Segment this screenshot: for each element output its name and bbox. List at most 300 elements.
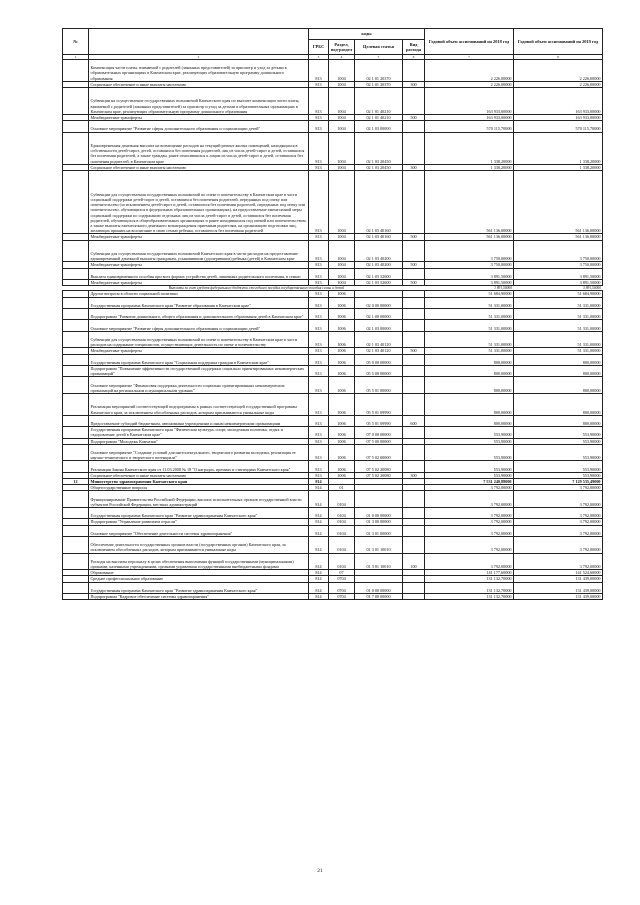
cell-b: 800,00000: [514, 393, 603, 415]
cell-cs: 02 1 03 40120: [355, 348, 403, 354]
cell-cs: 05 5 01 09990: [355, 393, 403, 415]
table-row: [63, 297, 603, 308]
cell-a: 3 792,00000: [425, 525, 514, 536]
cell-no: [63, 268, 89, 279]
note-value-a: 3 891,50000: [494, 286, 513, 291]
cell-no: [63, 297, 89, 308]
col-razdel-header: Раздел, под-раздел: [329, 40, 355, 55]
table-row: [63, 240, 603, 262]
cell-cs: 01 3 01 10010: [355, 536, 403, 553]
cell-rz: 1004: [329, 121, 355, 132]
table-row: [63, 582, 603, 593]
cell-b: 1 338,20000: [514, 164, 603, 170]
budget-table: [62, 28, 603, 600]
cell-rz: 1004: [329, 262, 355, 268]
cell-no: [63, 444, 89, 461]
cell-grbs: 813: [309, 297, 329, 308]
cell-cs: 02 1 03 20450: [355, 164, 403, 170]
cell-cs: 01 3 00 00000: [355, 519, 403, 525]
cell-a: 3 792,00000: [425, 536, 514, 553]
cell-vr: [403, 121, 425, 132]
cell-grbs: 813: [309, 444, 329, 461]
cell-rz: 07: [329, 570, 355, 576]
cell-rz: 1006: [329, 354, 355, 365]
table-row: [63, 60, 603, 82]
cell-no: [63, 415, 89, 426]
cell-grbs: 813: [309, 365, 329, 376]
cell-cs: 07 5 02 20080: [355, 461, 403, 472]
cell-rz: 1006: [329, 348, 355, 354]
cell-rz: 0104: [329, 553, 355, 570]
col-grbs-header: ГРБС: [309, 40, 329, 55]
cell-name: Подпрограмма "Развитие дошкольного, общего образования и дополнительного образования детей в Камчатском крае": [89, 308, 309, 319]
cell-name: Субвенции для осуществления государственных полномочий Камчатского края в части расходов на предоставление единовременной денежной выплаты гражданам, усыновившим (удочерившим) ребенка (детей) в Камчатском крае: [89, 240, 309, 262]
cell-b: 51 331,00000: [514, 331, 603, 348]
cell-cs: 02 1 03 40200: [355, 240, 403, 262]
cell-a: 3 750,00000: [425, 240, 514, 262]
cell-no: [63, 365, 89, 376]
cell-rz: 1004: [329, 88, 355, 115]
cell-name: Межбюджетные трансферты: [89, 279, 309, 285]
cell-vr: [403, 525, 425, 536]
cell-b: 3 792,00000: [514, 525, 603, 536]
cell-rz: 1006: [329, 377, 355, 394]
cell-grbs: 813: [309, 331, 329, 348]
cell-rz: 1004: [329, 81, 355, 87]
cell-no: [63, 170, 89, 233]
table-row: [63, 377, 603, 394]
cell-b: 570 115,70000: [514, 121, 603, 132]
cell-grbs: 813: [309, 88, 329, 115]
cell-grbs: 814: [309, 553, 329, 570]
cell-no: [63, 132, 89, 164]
table-row: [63, 132, 603, 164]
cell-b: 800,00000: [514, 377, 603, 394]
cell-a: 3 792,00000: [425, 491, 514, 508]
index-cell: 5: [355, 55, 403, 60]
cell-rz: 1006: [329, 415, 355, 426]
cell-b: 553,90000: [514, 472, 603, 478]
cell-grbs: 813: [309, 291, 329, 297]
cell-name: Образование: [89, 570, 309, 576]
cell-vr: 500: [403, 115, 425, 121]
cell-name: Межбюджетные трансферты: [89, 115, 309, 121]
cell-rz: 0704: [329, 576, 355, 582]
cell-a: 800,00000: [425, 365, 514, 376]
cell-vr: [403, 88, 425, 115]
cell-no: [63, 536, 89, 553]
cell-grbs: 813: [309, 170, 329, 233]
cell-a: 2 226,00000: [425, 81, 514, 87]
cell-no: [63, 88, 89, 115]
cell-a: 2 226,00000: [425, 60, 514, 82]
cell-cs: 02 1 03 40120: [355, 331, 403, 348]
cell-cs: 07 0 00 00000: [355, 427, 403, 438]
cell-cs: 07 5 02 20080: [355, 472, 403, 478]
cell-b: 3 792,00000: [514, 485, 603, 491]
cell-cs: [355, 491, 403, 508]
table-row: [63, 461, 603, 472]
cell-b: 3 792,00000: [514, 507, 603, 518]
table-row: [63, 507, 603, 518]
cell-grbs: 814: [309, 478, 329, 484]
cell-rz: 1004: [329, 164, 355, 170]
cell-a: 3 891,50000: [425, 268, 514, 279]
cell-cs: 02 1 03 52600: [355, 268, 403, 279]
cell-grbs: 813: [309, 354, 329, 365]
cell-a: 7 531 240,88000: [425, 478, 514, 484]
cell-a: 800,00000: [425, 377, 514, 394]
cell-cs: 02 1 03 00000: [355, 320, 403, 331]
table-body: [63, 60, 603, 600]
cell-vr: [403, 132, 425, 164]
table-row: [63, 491, 603, 508]
cell-no: [63, 427, 89, 438]
col-2018-header: Годовой объем ассигнований на 2018 год: [425, 29, 514, 55]
cell-vr: 500: [403, 262, 425, 268]
cell-grbs: 814: [309, 507, 329, 518]
table-row: [63, 536, 603, 553]
cell-name: Социальное обеспечение и иные выплаты населению: [89, 472, 309, 478]
cell-b: 163 933,00000: [514, 88, 603, 115]
cell-vr: [403, 427, 425, 438]
cell-b: 800,00000: [514, 415, 603, 426]
cell-b: 3 891,50000: [514, 279, 603, 285]
cell-grbs: 813: [309, 348, 329, 354]
table-row: [63, 331, 603, 348]
cell-cs: 02 1 03 20450: [355, 132, 403, 164]
cell-grbs: 813: [309, 121, 329, 132]
col-csr-header: Целевая статья: [355, 40, 403, 55]
cell-b: 131 439,00000: [514, 576, 603, 582]
cell-name: Межбюджетные трансферты: [89, 262, 309, 268]
cell-rz: 1004: [329, 60, 355, 82]
cell-b: 3 792,00000: [514, 519, 603, 525]
cell-vr: [403, 491, 425, 508]
cell-grbs: 814: [309, 582, 329, 593]
cell-cs: 02 1 01 20370: [355, 60, 403, 82]
cell-grbs: 813: [309, 115, 329, 121]
cell-grbs: 813: [309, 279, 329, 285]
budget-sheet: [62, 28, 602, 600]
table-row: [63, 365, 603, 376]
cell-b: 553,90000: [514, 438, 603, 444]
cell-name: Подпрограмма "Повышение эффективности государственной поддержки социально ориентированных некоммерческих организаций": [89, 365, 309, 376]
table-row: [63, 268, 603, 279]
cell-rz: 0704: [329, 582, 355, 593]
cell-a: 163 933,00000: [425, 88, 514, 115]
index-cell: 3: [309, 55, 329, 60]
cell-name: Другие вопросы в области социальной политики: [89, 291, 309, 297]
cell-rz: 1006: [329, 472, 355, 478]
cell-a: 131 132,70000: [425, 582, 514, 593]
cell-rz: 1006: [329, 331, 355, 348]
cell-no: [63, 461, 89, 472]
cell-a: 141 177,60000: [425, 570, 514, 576]
cell-vr: [403, 377, 425, 394]
col-name-header: [89, 29, 309, 55]
cell-vr: [403, 60, 425, 82]
col-no-header: №: [63, 29, 89, 55]
cell-b: 3 750,00000: [514, 262, 603, 268]
cell-name: Социальное обеспечение и иные выплаты населению: [89, 81, 309, 87]
cell-a: 800,00000: [425, 354, 514, 365]
cell-cs: 01 0 00 00000: [355, 582, 403, 593]
cell-name: Субвенции на осуществление государственных полномочий Камчатского края по выплате компенсации части платы, взимаемой с родителей (законных представителей) за присмотр и уход за детьми в образовательных организациях в Камчатском крае, реализующих образовательную программу дошкольного образования: [89, 88, 309, 115]
cell-a: 3 792,00000: [425, 485, 514, 491]
cell-name: Государственная программа Камчатского края "Развитие здравоохранения Камчатского края": [89, 507, 309, 518]
cell-cs: 02 1 01 40210: [355, 88, 403, 115]
cell-b: 2 226,00000: [514, 60, 603, 82]
cell-no: [63, 121, 89, 132]
cell-name: Министерство здравоохранения Камчатского края: [89, 478, 309, 484]
cell-a: 561 136,00000: [425, 170, 514, 233]
cell-a: 131 132,70000: [425, 593, 514, 599]
cell-grbs: 813: [309, 320, 329, 331]
cell-name: Реализация мероприятий соответствующей подпрограммы в рамках соответствующей государственной программы Камчатского края, за исключением обособленных расходов, которым присваиваются уникальные коды: [89, 393, 309, 415]
index-cell: 4: [329, 55, 355, 60]
cell-a: 163 933,00000: [425, 115, 514, 121]
cell-b: 561 136,00000: [514, 170, 603, 233]
cell-b: 163 933,00000: [514, 115, 603, 121]
cell-a: 553,90000: [425, 438, 514, 444]
cell-b: 3 792,00000: [514, 536, 603, 553]
index-cell: 7: [425, 55, 514, 60]
cell-a: 800,00000: [425, 415, 514, 426]
cell-no: [63, 331, 89, 348]
cell-cs: 01 3 01 00000: [355, 525, 403, 536]
cell-name: Компенсация части платы, взимаемой с родителей (законных представителей) за присмотр и уход за детьми в образовательных организациях в Камчатском крае, реализующих образовательную программу дошкольного образования: [89, 60, 309, 82]
cell-vr: [403, 354, 425, 365]
cell-cs: 02 1 01 20370: [355, 81, 403, 87]
table-row: [63, 415, 603, 426]
cell-vr: 500: [403, 279, 425, 285]
cell-grbs: 813: [309, 472, 329, 478]
table-row: [63, 525, 603, 536]
cell-cs: 07 5 02 00000: [355, 444, 403, 461]
cell-cs: 01 0 00 00000: [355, 507, 403, 518]
cell-name: Основное мероприятие "Развитие сферы дополнительного образования и социализации детей": [89, 121, 309, 132]
cell-b: 553,90000: [514, 427, 603, 438]
cell-b: 2 226,00000: [514, 81, 603, 87]
cell-b: 7 129 535,49000: [514, 478, 603, 484]
cell-no: [63, 60, 89, 82]
cell-name: Обеспечение деятельности государственных органов власти (государственных органов) Камчатского края, за исключением обособленных расходов, которым присваиваются уникальные коды: [89, 536, 309, 553]
cell-cs: 02 1 03 52600: [355, 279, 403, 285]
cell-cs: 02 1 03 40200: [355, 262, 403, 268]
cell-cs: 05 5 01 09990: [355, 415, 403, 426]
cell-name: Субвенции для осуществления государственных полномочий по опеке и попечительству в Камчатском крае в части расходов на содержание специалистов, осуществляющих деятельность по опеке и попечительству: [89, 331, 309, 348]
cell-grbs: 814: [309, 536, 329, 553]
cell-grbs: 813: [309, 81, 329, 87]
cell-vr: [403, 268, 425, 279]
cell-grbs: 813: [309, 234, 329, 240]
cell-b: 3 792,00000: [514, 553, 603, 570]
cell-b: 51 331,00000: [514, 348, 603, 354]
table-row: [63, 354, 603, 365]
cell-vr: [403, 461, 425, 472]
cell-vr: 600: [403, 415, 425, 426]
cell-grbs: 813: [309, 308, 329, 319]
cell-name: Реализация Закона Камчатского края от 11.03.2008 № 18 "О наградах, премиях и стипендиях Камчатского края": [89, 461, 309, 472]
cell-vr: 500: [403, 348, 425, 354]
cell-b: 51 331,00000: [514, 297, 603, 308]
cell-rz: 0104: [329, 525, 355, 536]
cell-grbs: 813: [309, 377, 329, 394]
cell-cs: 05 5 01 00000: [355, 377, 403, 394]
cell-no: [63, 525, 89, 536]
cell-a: 131 132,70000: [425, 576, 514, 582]
table-row: [63, 593, 603, 599]
cell-a: 553,90000: [425, 461, 514, 472]
cell-name: Основное мероприятие "Обеспечение деятельности системы здравоохранения": [89, 525, 309, 536]
note-text: Выплаты за счет средств федерального бюджета ежегодного пособия государственного пособия семьи и детей: [168, 286, 345, 291]
cell-a: 3 750,00000: [425, 262, 514, 268]
cell-name: Выплата единовременного пособия при всех формах устройства детей, лишенных родительского попечения, в семью: [89, 268, 309, 279]
cell-rz: 0104: [329, 491, 355, 508]
cell-name: Государственная программа Камчатского края "Развитие здравоохранения Камчатского края": [89, 582, 309, 593]
index-cell: 6: [403, 55, 425, 60]
page-number: 21: [317, 868, 323, 874]
cell-grbs: 814: [309, 491, 329, 508]
cell-b: 3 891,50000: [514, 268, 603, 279]
cell-grbs: 813: [309, 240, 329, 262]
cell-no: [63, 393, 89, 415]
table-row: [63, 88, 603, 115]
cell-b: 553,90000: [514, 461, 603, 472]
cell-vr: 500: [403, 234, 425, 240]
cell-cs: 02 0 00 00000: [355, 297, 403, 308]
cell-a: 553,90000: [425, 427, 514, 438]
cell-vr: [403, 365, 425, 376]
cell-vr: [403, 393, 425, 415]
cell-vr: [403, 170, 425, 233]
cell-name: Основное мероприятие "Создание условий для интеллектуального, творческого развития молодежи, реализация ее научно-технического и творческого потенциала": [89, 444, 309, 461]
cell-vr: [403, 536, 425, 553]
index-cell: 1: [63, 55, 89, 60]
cell-a: 1 338,20000: [425, 164, 514, 170]
cell-rz: 1006: [329, 291, 355, 297]
cell-name: Государственная программа Камчатского края "Физическая культура, спорт, молодежная политика, отдых и оздоровление детей в Камчатском крае": [89, 427, 309, 438]
cell-rz: 1004: [329, 170, 355, 233]
cell-cs: 05 5 00 00000: [355, 365, 403, 376]
cell-name: Единовременная денежная выплата на возмещение расходов на текущий ремонт жилых помещений, находящихся в собственности детей-сирот, детей, оставшихся без попечения родителей, лиц из числа детей-сирот и детей, оставшихся без попечения родителей, а также граждан, ранее относившихся к лицам из числа детей-сирот и детей, оставшихся без попечения родителей, в Камчатском крае: [89, 132, 309, 164]
note-value-b: 3 891,50000: [583, 286, 602, 291]
cell-a: 570 115,70000: [425, 121, 514, 132]
cell-no: [63, 240, 89, 262]
table-row: [63, 121, 603, 132]
table-row: [63, 308, 603, 319]
cell-b: 51 684,90000: [514, 291, 603, 297]
cell-rz: 1006: [329, 427, 355, 438]
cell-cs: 02 1 03 00000: [355, 121, 403, 132]
cell-vr: 300: [403, 81, 425, 87]
cell-cs: 02 1 03 40160: [355, 234, 403, 240]
cell-cs: 05 0 00 00000: [355, 354, 403, 365]
cell-name: Основное мероприятие "Финансовая поддержка деятельности социально ориентированных некоммерческих организаций на региональном и муниципальном уровнях": [89, 377, 309, 394]
cell-a: 51 684,90000: [425, 291, 514, 297]
cell-grbs: 813: [309, 393, 329, 415]
table-header-row: [63, 29, 603, 40]
cell-b: 553,90000: [514, 444, 603, 461]
cell-rz: 1006: [329, 320, 355, 331]
index-cell: 8: [514, 55, 603, 60]
cell-grbs: 813: [309, 164, 329, 170]
col-2019-header: Годовой объем ассигнований на 2019 год: [514, 29, 603, 55]
cell-a: 51 331,00000: [425, 331, 514, 348]
cell-rz: 1004: [329, 240, 355, 262]
cell-no: [63, 491, 89, 508]
cell-no: [63, 553, 89, 570]
cell-name: Подпрограмма "Управление развитием отрасли": [89, 519, 309, 525]
cell-cs: 02 1 00 00000: [355, 308, 403, 319]
cell-vr: [403, 320, 425, 331]
cell-no: [63, 354, 89, 365]
cell-a: 3 891,50000: [425, 279, 514, 285]
cell-vr: 300: [403, 472, 425, 478]
cell-rz: 1006: [329, 444, 355, 461]
cell-grbs: 813: [309, 132, 329, 164]
cell-vr: [403, 240, 425, 262]
cell-grbs: 814: [309, 593, 329, 599]
cell-a: 51 331,00000: [425, 308, 514, 319]
index-cell: 2: [89, 55, 309, 60]
cell-vr: [403, 507, 425, 518]
cell-vr: 300: [403, 164, 425, 170]
cell-no: [63, 507, 89, 518]
cell-no: [63, 582, 89, 593]
cell-name: Подпрограмма "Молодежь Камчатки": [89, 438, 309, 444]
cell-rz: 1004: [329, 132, 355, 164]
cell-grbs: 813: [309, 438, 329, 444]
cell-cs: 01 7 00 00000: [355, 593, 403, 599]
cell-a: 51 331,00000: [425, 320, 514, 331]
cell-cs: 02 1 03 40160: [355, 170, 403, 233]
cell-b: 1 338,20000: [514, 132, 603, 164]
cell-cs: 02 1 01 40210: [355, 115, 403, 121]
cell-grbs: 814: [309, 570, 329, 576]
cell-name: Функционирование Правительства Российской Федерации, высших исполнительных органов государственной власти субъектов Российской Федерации, местных администраций: [89, 491, 309, 508]
table-row: [63, 553, 603, 570]
cell-b: 800,00000: [514, 365, 603, 376]
cell-b: 131 439,00000: [514, 582, 603, 593]
cell-name: Государственная программа Камчатского края "Социальная поддержка граждан в Камчатском крае": [89, 354, 309, 365]
cell-no: [63, 593, 89, 599]
cell-vr: [403, 593, 425, 599]
cell-name: Общегосударственные вопросы: [89, 485, 309, 491]
cell-name: Межбюджетные трансферты: [89, 234, 309, 240]
cell-rz: 1004: [329, 115, 355, 121]
cell-grbs: 813: [309, 262, 329, 268]
cell-vr: [403, 297, 425, 308]
cell-grbs: 813: [309, 461, 329, 472]
cell-cs: 07 5 00 00000: [355, 438, 403, 444]
cell-rz: 1004: [329, 234, 355, 240]
cell-rz: 1006: [329, 297, 355, 308]
table-row: [63, 444, 603, 461]
cell-vr: [403, 444, 425, 461]
cell-name: Субвенции для осуществления государственных полномочий по опеке и попечительству в Камчатском крае в части социальной поддержки детей-сирот и детей, оставшихся без попечения родителей, переданных под опеку или попечительство (за исключением детей-сирот и детей, оставшихся без попечения родителей, переданных под опеку или попечительство, обучающихся в федеральных образовательных организациях), на предоставление ежемесячной меры социальной поддержки по содержанию отдельных лиц из числа детей-сирот и детей, оставшихся без попечения родителей, обучающихся в общеобразовательных организациях и ранее находившихся под опекой или попечительством, а также выплаты ежемесячного денежного вознаграждения приемным родителям, на организацию подготовки лиц, желающих принять на воспитание в свою семью ребенка, оставшегося без попечения родителей: [89, 170, 309, 233]
cell-name: Социальное обеспечение и иные выплаты населению: [89, 164, 309, 170]
cell-b: 3 792,00000: [514, 491, 603, 508]
cell-b: 51 331,00000: [514, 308, 603, 319]
cell-b: 561 136,00000: [514, 234, 603, 240]
table-row: [63, 170, 603, 233]
cell-name: Среднее профессиональное образование: [89, 576, 309, 582]
cell-name: Подпрограмма "Кадровое обеспечение системы здравоохранения": [89, 593, 309, 599]
cell-vr: [403, 331, 425, 348]
cell-rz: 0704: [329, 593, 355, 599]
